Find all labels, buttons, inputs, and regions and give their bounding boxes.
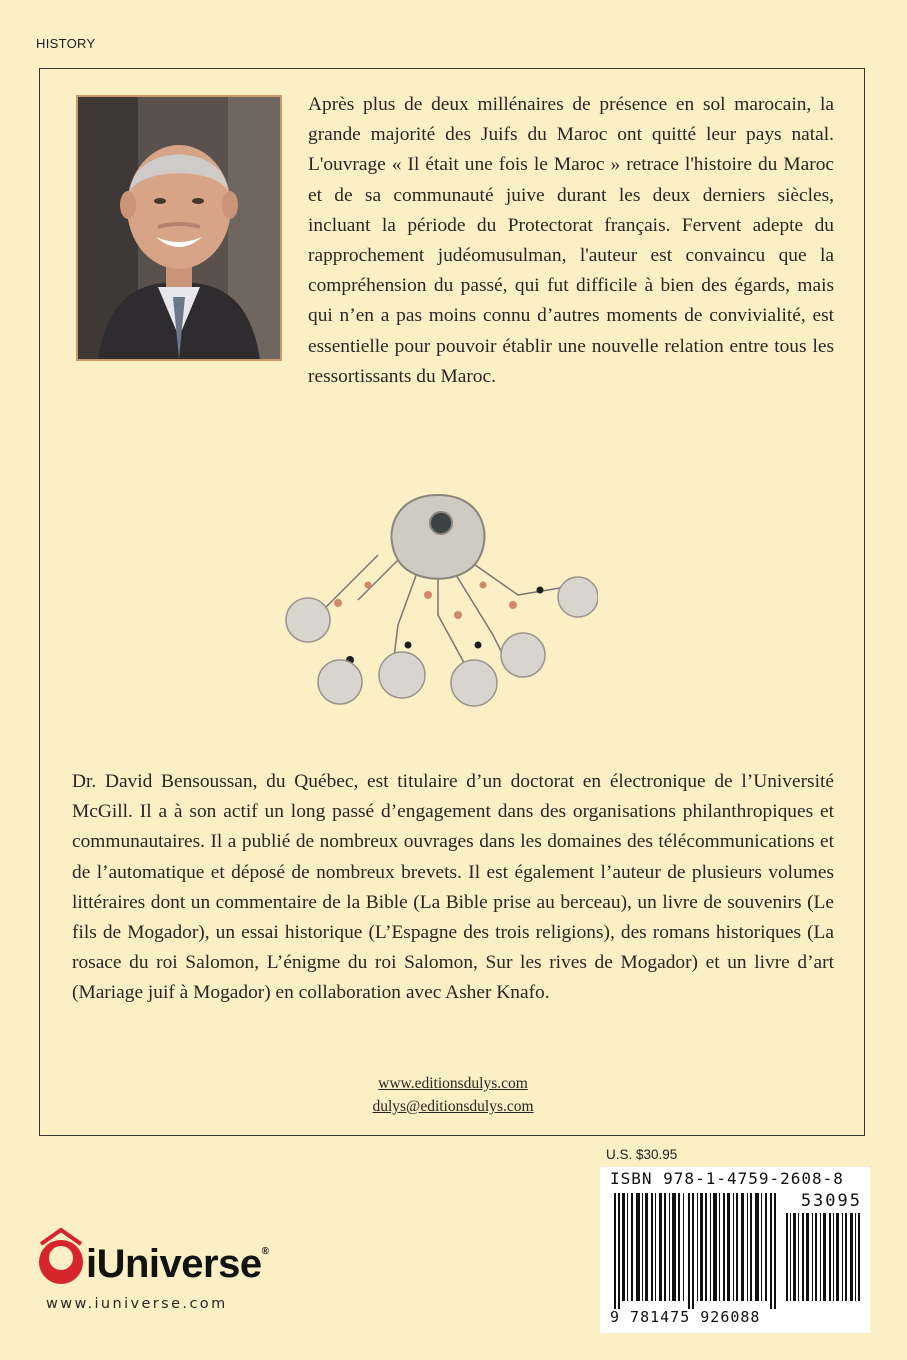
publisher-email-link[interactable]: dulys@editionsdulys.com [372, 1098, 534, 1115]
ean-number: 9 781475 926088 [610, 1308, 761, 1326]
category-label: HISTORY [36, 36, 96, 51]
publisher-logo-text: iUniverse® [86, 1242, 269, 1286]
author-biography: Dr. David Bensoussan, du Québec, est titulaire d’un doctorat en électronique de l’Université McGill. Il a à son actif un long passé d’engagement dans des organisations philanthropiques et communautaires. Il a publié de nombreux ouvrages dans les domaines des télécommunications et de l’automatique et déposé de nombreux brevets. Il est également l’auteur de plusieurs volumes littéraires dont un commentaire de la Bible (La Bible prise au berceau), un livre de souvenirs (Le fils de Mogador), un essai historique (L’Espagne des trois religions), des romans historiques (La rosace du roi Salomon, L’énigme du roi Salomon, Sur les rives de Mogador) et un livre d’art (Mariage juif à Mogador) en collaboration avec Asher Knafo. [72, 771, 834, 1004]
price-addon-bars [784, 1213, 864, 1301]
jewelry-pendant-image [278, 475, 598, 765]
isbn-barcode [600, 1167, 870, 1333]
iuniverse-logo-icon [36, 1224, 86, 1294]
price-code: 53095 [800, 1191, 862, 1211]
publisher-website-link[interactable]: www.editionsdulys.com [378, 1075, 528, 1092]
publisher-links [40, 1072, 866, 1118]
isbn-number: ISBN 978-1-4759-2608-8 [610, 1169, 844, 1188]
price-label: U.S. $30.95 [606, 1147, 678, 1162]
book-description: Après plus de deux millénaires de présence en sol marocain, la grande majorité des Juifs du Maroc ont quitté leur pays natal. L'ouvrage « Il était une fois le Maroc » retrace l'histoire du Maroc et de sa communauté juive durant les deux derniers siècles, incluant la période du Protectorat français. Fervent adepte du rapprochement judéomusulman, l'auteur est convaincu que la compréhension du passé, qui fut difficile à bien des égards, mais qui n’en a pas moins connu d’autres moments de convivialité, est essentielle pour pouvoir établir une nouvelle relation entre tous les ressortissants du Maroc. [308, 94, 834, 387]
ean-barcode-bars [608, 1193, 780, 1309]
publisher-website: www.iuniverse.com [46, 1296, 228, 1312]
